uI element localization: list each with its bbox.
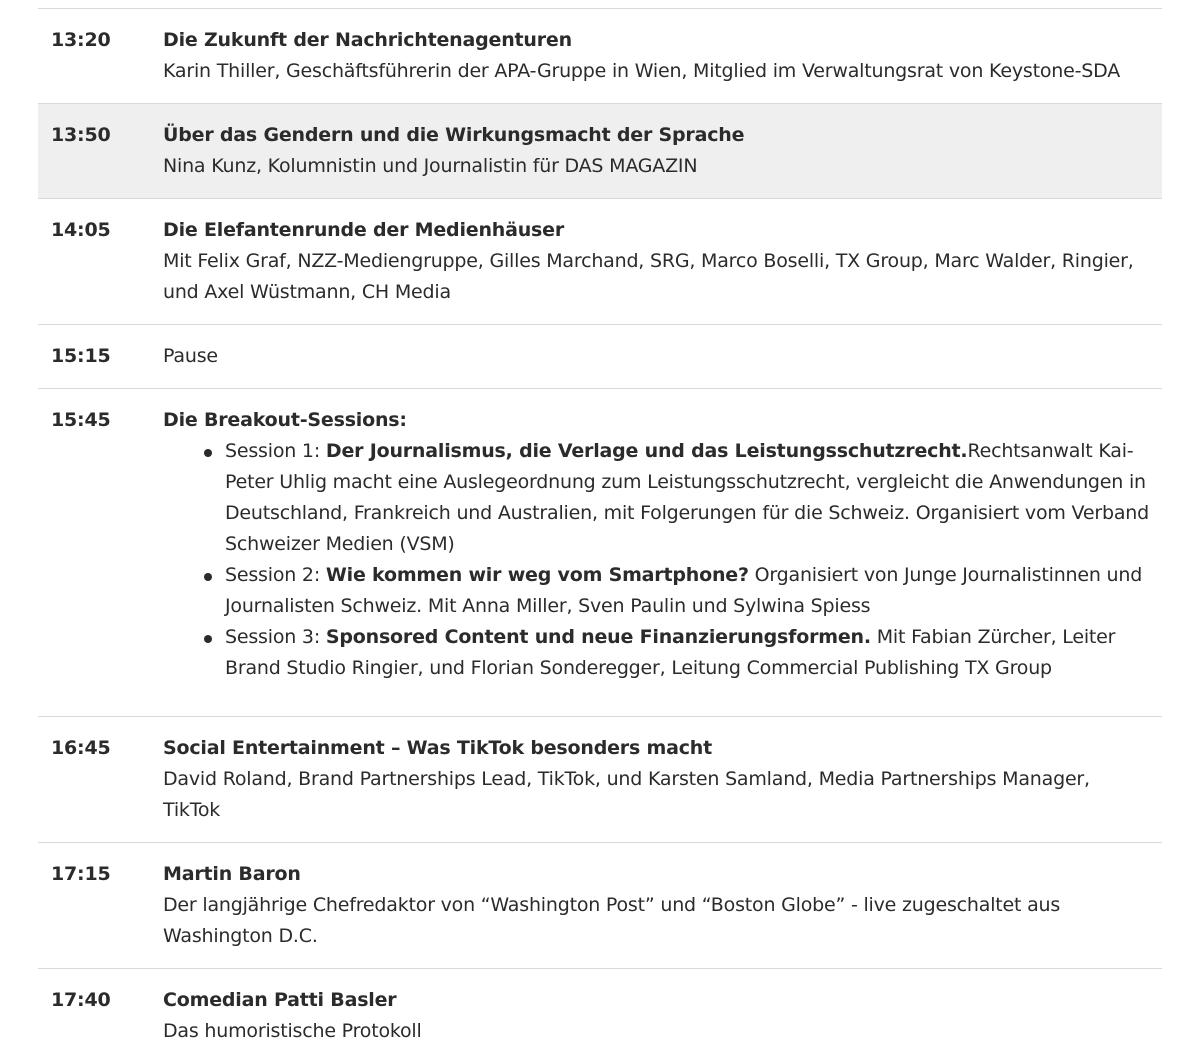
session-prefix: Session 3:	[225, 626, 326, 648]
session-speakers: Das humoristische Protokoll	[163, 1020, 422, 1042]
time-cell: 14:05	[51, 219, 111, 241]
time-cell: 16:45	[51, 737, 111, 759]
session-title: Die Breakout-Sessions:	[163, 409, 407, 431]
session-title: Social Entertainment – Was TikTok besonders macht	[163, 737, 712, 759]
time-cell: 17:15	[51, 863, 111, 885]
session-description: Mit Fabian Zürcher, Leiter Brand Studio Ringier, und Florian Sonderegger, Leitung Commercial Publishing TX Group	[225, 626, 1116, 679]
session-title: Über das Gendern und die Wirkungsmacht der Sprache	[163, 124, 745, 146]
content-cell	[163, 405, 1162, 700]
session-title: Comedian Patti Basler	[163, 989, 397, 1011]
session-speakers: Mit Felix Graf, NZZ-Mediengruppe, Gilles Marchand, SRG, Marco Boselli, TX Group, Marc Walder, Ringier, und Axel Wüstmann, CH Media	[163, 250, 1134, 303]
schedule-row-1320	[38, 9, 1162, 104]
session-title: Die Elefantenrunde der Medienhäuser	[163, 219, 565, 241]
session-speakers: David Roland, Brand Partnerships Lead, TikTok, und Karsten Samland, Media Partnerships Manager, TikTok	[163, 768, 1090, 821]
schedule-row-1515	[38, 325, 1162, 389]
breakout-session-item	[225, 622, 1152, 684]
time-cell: 15:45	[51, 409, 111, 431]
schedule-row-1740	[38, 969, 1162, 1063]
schedule-row-1645	[38, 717, 1162, 843]
breakout-session-item	[225, 560, 1152, 622]
session-topic: Der Journalismus, die Verlage und das Leistungsschutzrecht.	[325, 440, 968, 462]
content-cell	[163, 120, 1162, 182]
content-cell	[163, 215, 1162, 308]
breakout-session-item	[225, 436, 1152, 560]
session-speakers: Karin Thiller, Geschäftsführerin der APA-Gruppe in Wien, Mitglied im Verwaltungsrat von Keystone-SDA	[163, 60, 1120, 82]
time-cell: 15:15	[51, 345, 111, 367]
session-speakers: Der langjährige Chefredaktor von “Washington Post” und “Boston Globe” - live zugeschaltet aus Washington D.C.	[163, 894, 1061, 947]
session-title: Die Zukunft der Nachrichtenagenturen	[163, 29, 572, 51]
schedule-table	[38, 8, 1162, 1063]
schedule-row-1405	[38, 199, 1162, 325]
schedule-row-1715	[38, 843, 1162, 969]
content-cell	[163, 25, 1162, 87]
time-cell: 13:50	[51, 124, 111, 146]
pause-label: Pause	[163, 345, 218, 367]
session-speakers: Nina Kunz, Kolumnistin und Journalistin für DAS MAGAZIN	[163, 155, 698, 177]
content-cell	[163, 341, 1162, 372]
session-description: Organisiert von Junge Journalistinnen und Journalisten Schweiz. Mit Anna Miller, Sven Paulin und Sylwina Spiess	[225, 564, 1143, 617]
session-title: Martin Baron	[163, 863, 301, 885]
schedule-row-1545	[38, 389, 1162, 717]
schedule-row-1350	[38, 104, 1162, 199]
time-cell: 17:40	[51, 989, 111, 1011]
session-topic: Wie kommen wir weg vom Smartphone?	[325, 564, 749, 586]
session-topic: Sponsored Content und neue Finanzierungsformen.	[325, 626, 871, 648]
breakout-session-list	[163, 436, 1152, 684]
content-cell	[163, 859, 1162, 952]
time-cell: 13:20	[51, 29, 111, 51]
session-description: Rechtsanwalt Kai-Peter Uhlig macht eine Auslegeordnung zum Leistungsschutzrecht, vergleicht die Anwendungen in Deutschland, Frankreich und Australien, mit Folgerungen für die Schweiz. Organisiert vom Verband Schweizer Medien (VSM)	[225, 440, 1149, 555]
session-prefix: Session 2:	[225, 564, 326, 586]
content-cell	[163, 733, 1162, 826]
session-prefix: Session 1:	[225, 440, 326, 462]
content-cell	[163, 985, 1162, 1047]
